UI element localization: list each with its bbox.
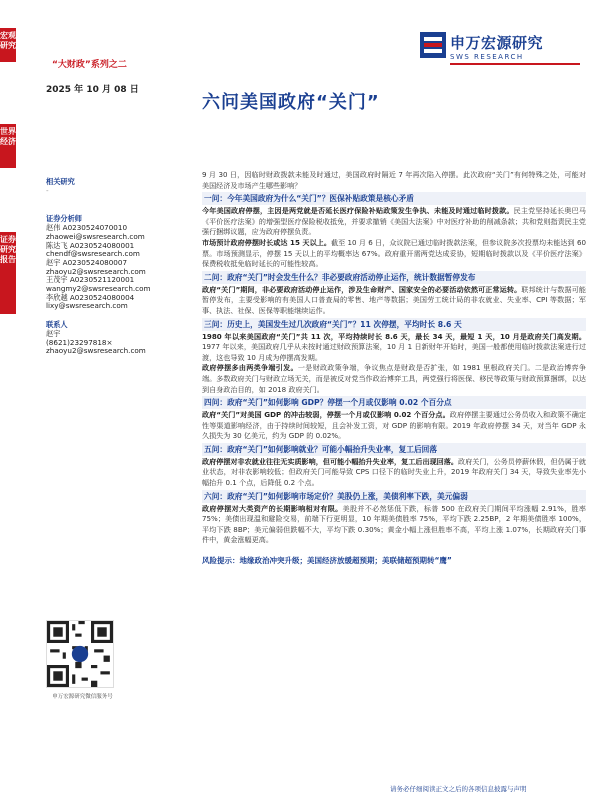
analysts-label: 证券分析师: [46, 214, 82, 224]
section-4-title: 四问：政府“关门”如何影响 GDP？停摆一个月或仅影响 0.02 个百分点: [202, 396, 586, 409]
side-tab-macro-line2: 研究: [0, 41, 16, 50]
section-1-para-2: [202, 238, 586, 270]
disclaimer-footer: 请务必仔细阅读正文之后的各项信息披露与声明: [390, 785, 527, 793]
section-6-para-1-lead: 政府停摆对大类资产的长期影响相对有限。: [202, 503, 343, 513]
section-5-para-1-lead: 政府停摆对非农就业往往无实质影响，但可能小幅抬升失业率，复工后出现回落。: [202, 456, 459, 466]
analyst-line: zhaowei@swsresearch.com: [46, 231, 145, 241]
qr-caption: 申万宏源研究微信服务号: [52, 694, 113, 700]
section-3-para-2-body: 一是财政政策争端，争议焦点是财政是否扩张，如 1981 里根政府关门。二是政治博弈争端。多数政府关门与财政立场无关，而是被反对党当作政治博弈工具，两党强行将医保、移民等政策与财政预算捆绑，以达到自身政治目的，如 2018 政府关门。: [202, 363, 587, 394]
related-research-label: 相关研究: [46, 177, 75, 186]
analyst-line: 赵宇 A0230524080007: [46, 257, 128, 267]
contact-line: 赵宇: [46, 328, 61, 338]
section-4-para-1-body: 政府停摆主要通过公务员收入和政策不确定性等渠道影响经济，由于持续时间较短，且会补发工资，对 GDP 的影响有限。2019 年政府停摆 34 天，对当年 GDP 永久损失为 30 亿美元，约为 GDP 的 0.02%。: [202, 410, 586, 441]
main-content: [202, 170, 586, 567]
section-4-para-1-lead: 政府“关门”对美国 GDP 的冲击较弱，停摆一个月或仅影响 0.02 个百分点。: [202, 410, 450, 420]
section-4-para-1: [202, 410, 586, 442]
section-1-title: 一问：今年美国政府为什么“关门”？医保补贴政策是核心矛盾: [202, 192, 586, 205]
section-6-para-1: [202, 504, 586, 546]
contact-line: zhaoyu2@swsresearch.com: [46, 346, 146, 356]
logo: [420, 28, 585, 72]
section-2-title: 二问：政府“关门”时会发生什么？非必要政府活动停止运作，统计数据暂停发布: [202, 271, 586, 284]
side-tab-report-line2: 研究: [0, 245, 16, 254]
analyst-line: 王茂宇 A0230521120001: [46, 275, 135, 285]
logo-rule: [450, 63, 580, 65]
intro-paragraph: 9 月 30 日，因临时财政拨款未能及时通过，美国政府时隔近 7 年再次陷入停摆。此次政府“关门”有何特殊之处，可能对美国经济及市场产生哪些影响？: [202, 170, 586, 190]
side-tab-world-line2: 经济: [0, 137, 16, 146]
side-tab-macro: [0, 28, 16, 62]
analyst-line: 李欣越 A0230524080004: [46, 292, 135, 302]
side-tab-report: [0, 232, 16, 314]
analyst-line: chendf@swsresearch.com: [46, 249, 140, 259]
logo-mark-icon: [420, 32, 446, 58]
section-1-para-1-body: 民主党坚持延长奥巴马《平价医疗法案》的增强型医疗保险税收抵免，并要求撤销《美国大法案》中对医疗补助的削减条款；共和党则指责民主党强行捆绑议题，应为政府停摆负责。: [202, 206, 586, 237]
risk-warning: 风险提示：地缘政治冲突升级；美国经济放缓超预期；美联储超预期转“鹰”: [202, 556, 452, 566]
page-title: 六问美国政府“关门”: [202, 92, 380, 113]
report-date: 2025 年 10 月 08 日: [46, 85, 139, 95]
logo-name-en: SWS RESEARCH: [450, 53, 524, 61]
section-1-para-1-lead: 今年美国政府停摆，主因是两党就是否延长医疗保险补贴政策发生争执、未能及时通过临时拨款。: [202, 206, 514, 216]
section-3-para-1-lead: 1980 年以来美国政府“关门”共 11 次，平均持续时长 8.6 天，最长 34 天，最短 1 天，10 月是政府关门高发期。: [202, 331, 586, 341]
logo-name-cn: 申万宏源研究: [450, 34, 544, 52]
section-2-para-1-body: 联邦统计与数据可能暂停发布，主要受影响的有美国人口普查局的零售、地产等数据；美国劳工统计局的非农就业、失业率、CPI 等数据；军事、执法、社保、医保等职能继续运作。: [202, 284, 586, 315]
section-3-title: 三问：历史上，美国发生过几次政府“关门”？11 次停摆，平均时长 8.6 天: [202, 318, 586, 331]
section-6-title: 六问：政府“关门”如何影响市场定价？美股仍上涨，美债利率下跌，美元偏弱: [202, 490, 586, 503]
contact-line: (8621)23297818×: [46, 337, 113, 347]
side-tab-world: [0, 124, 16, 168]
analyst-line: wangmy2@swsresearch.com: [46, 284, 151, 294]
section-5-para-1: [202, 457, 586, 489]
section-3-para-1-body: 1977 年以来，美国政府几乎从未按时通过财政预算法案，10 月 1 日新财年开始时，美国一般都使用临时拨款法案进行过渡，这也导致 10 月成为停摆高发期。: [202, 342, 586, 362]
section-1-para-2-body: 截至 10 月 6 日，众议院已通过临时拨款法案，但参议院多次投票均未能达到 60 票。市场预测显示，停摆 15 天以上的平均概率达 67%。政府重开需两党达成妥协，短期临时拨款以及《平价医疗法案》保费税收抵免临时延长的可能性较高。: [202, 237, 587, 269]
section-2-para-1-lead: 政府“关门”期间，非必要政府活动停止运作，涉及生命财产、国家安全的必要活动依然可正常运转。: [202, 284, 522, 294]
section-1-para-1: [202, 206, 586, 238]
section-1-para-2-lead: 市场预计政府停摆时长或达 15 天以上。: [202, 237, 331, 247]
side-tab-report-line1: 证券: [0, 235, 16, 244]
analyst-line: lixy@swsresearch.com: [46, 301, 128, 311]
section-6-para-1-body: 美股并不必然惩低下跌，标普 500 在政府关门期间平均涨幅 2.91%，胜率 75%；美债出现温和避险交易，前端下行更明显，10 年期美债胜率 75%，平均下跌 2.25BP，2 年期美债胜率 100%，平均下跌 8BP；美元偏弱但跌幅不大，平均下跌 0.30%；黄金小幅上涨但胜率不高，平均上涨 1.07%，长期政府关门事件中，黄金涨幅更高。: [202, 503, 587, 545]
side-tab-report-line3: 报告: [0, 255, 16, 264]
left-column: [46, 178, 191, 356]
section-3-para-2-lead: 政府停摆多由两类争端引发。: [202, 363, 298, 373]
qr-code-icon: [46, 620, 114, 688]
section-3-para-2: [202, 363, 586, 395]
side-strip: [0, 0, 16, 800]
section-5-para-1-body: 政府关门，公务员停薪休假，但仍属于就业状态，对非农影响较低；但政府关门可能导致 CPS 口径下的临时失业上升，2019 年政府关门 34 天，导致失业率先小幅抬升 0.1 个点，后降低 0.2 个点。: [202, 456, 587, 488]
side-tab-world-line1: 世界: [0, 127, 16, 136]
analyst-line: 陈达飞 A0230524080001: [46, 240, 135, 250]
analyst-line: 赵伟 A0230524070010: [46, 223, 128, 233]
side-tab-macro-line1: 宏观: [0, 31, 16, 40]
section-3-para-1: [202, 332, 586, 364]
related-research-value: -: [46, 185, 49, 195]
analyst-line: zhaoyu2@swsresearch.com: [46, 266, 146, 276]
contact-label: 联系人: [46, 320, 68, 330]
section-2-para-1: [202, 285, 586, 317]
series-label: “大财政”系列之二: [52, 60, 127, 70]
section-5-title: 五问：政府“关门”如何影响就业？可能小幅抬升失业率，复工后回落: [202, 443, 586, 456]
